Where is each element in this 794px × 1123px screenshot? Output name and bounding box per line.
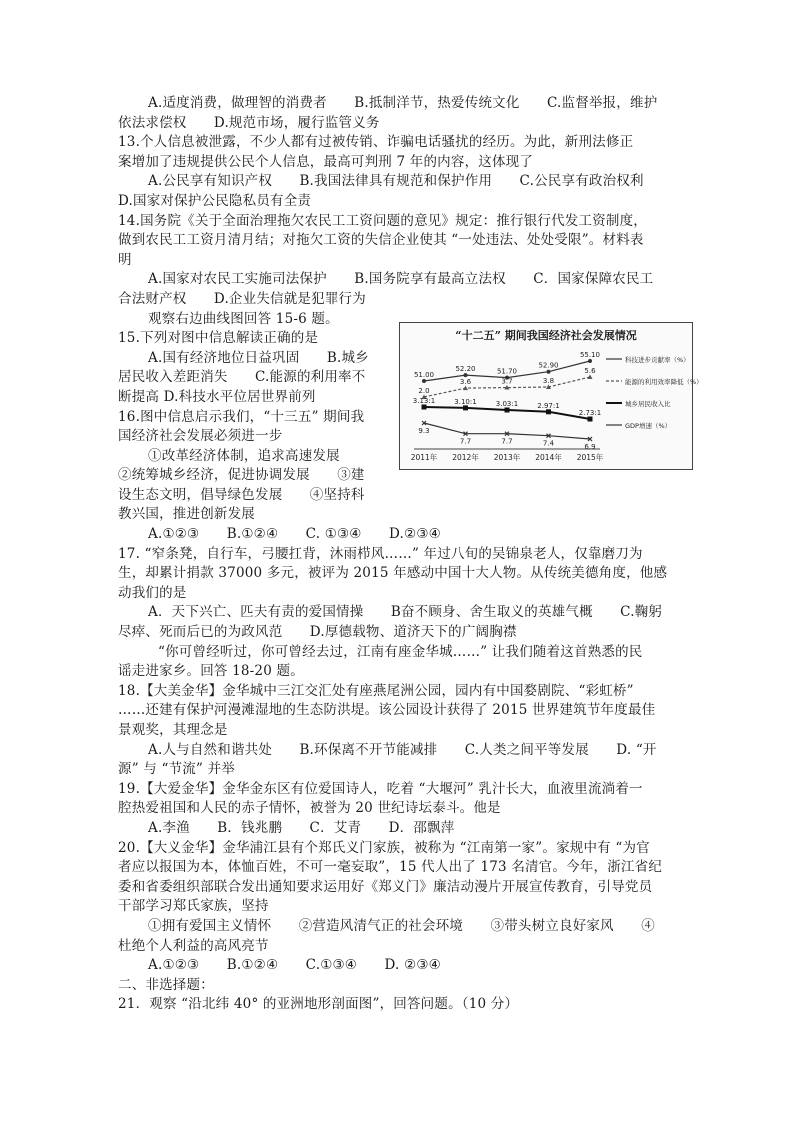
data-point (588, 375, 593, 380)
q19-stem-2: 腔热爱祖国和人民的赤子情怀，被誉为 20 世纪诗坛泰斗。他是 (118, 800, 501, 817)
q15-16-intro: 观察右边曲线图回答 15-6 题。 (148, 310, 339, 327)
q18-stem-3: 景观奖，其理念是 (118, 722, 228, 738)
chart-plot (400, 323, 703, 469)
x-tick-label: 2015年 (576, 453, 604, 462)
q20-stem-4: 干部学习郑氏家族，坚持 (118, 898, 269, 915)
data-point (422, 379, 426, 383)
q19-stem-1: 19.【大爱金华】金华金东区有位爱国诗人，吃着 “大堰河” 乳汁长大，血液里流淌着一 (118, 780, 643, 797)
q14-options-1: A.国家对农民工实施司法保护 B.国务院享有最高立法权 C．国家保障农民工 (148, 271, 654, 288)
q13-stem-1: 13.个人信息被泄露，不少人都有过被传销、诈骗电话骚扰的经历。为此，新刑法修正 (118, 134, 634, 151)
q18-stem-1: 18.【大美金华】金华城中三江交汇处有座燕尾洲公园，园内有中国婺剧院、“彩虹桥” (118, 682, 634, 699)
development-chart (399, 322, 703, 470)
legend-label: 科技进步贡献率（%） (625, 356, 690, 364)
q17-options-1: A．天下兴亡、匹夫有责的爱国情操 B奋不顾身、舍生取义的英雄气概 C.鞠躬 (148, 604, 663, 621)
q17-options-2: 尽瘁、死而后已的为政风范 D.厚德载物、道济天下的广阔胸襟 (118, 624, 517, 641)
data-label: 3.03:1 (495, 400, 519, 408)
data-label: 3.10:1 (454, 397, 477, 406)
data-point (505, 408, 510, 413)
data-label: 3.6 (459, 378, 472, 387)
q14-stem-1: 14.国务院《关于全面治理拖欠农民工工资问题的意见》规定：推行银行代发工资制度， (118, 212, 647, 229)
q18-20-intro-1: “你可曾经听过，你可曾经去过，江南有座金华城……” 让我们随着这首熟悉的民 (158, 643, 643, 660)
data-point (422, 405, 427, 410)
q18-stem-2: ……还建有保护河漫滩湿地的生态防洪堤。该公园设计获得了 2015 世界建筑节年度最佳 (118, 702, 656, 719)
q14-options-2: 合法财产权 D.企业失信就是犯罪行为 (118, 290, 366, 307)
q15-options-1: A.国有经济地位日益巩固 B.城乡 (148, 349, 369, 366)
data-label: 7.7 (459, 437, 472, 446)
q13-options-2: D.国家对保护公民隐私员有全责 (118, 192, 312, 209)
data-label: 55.10 (579, 351, 601, 359)
data-label: 2.73:1 (578, 409, 602, 417)
data-label: 52.90 (538, 361, 559, 370)
q16-stem-1: 16.图中信息启示我们，“十三五” 期间我 (118, 408, 365, 425)
q16-item-3: 设生态文明，倡导绿色发展 ④坚持科 (118, 486, 365, 503)
data-label: 3.7 (501, 377, 513, 386)
data-label: 2.97:1 (537, 401, 560, 410)
q21-stem: 21．观察 “沿北纬 40° 的亚洲地形剖面图”，回答问题。（10 分） (118, 996, 519, 1013)
chart-title: “十二五” 期间我国经济社会发展情况 (455, 329, 637, 342)
data-label: 3.13:1 (412, 397, 436, 405)
x-tick-label: 2014年 (535, 453, 562, 462)
q13-options-1: A.公民享有知识产权 B.我国法律具有规范和保护作用 C.公民享有政治权利 (148, 173, 644, 190)
section-two-heading: 二、非选择题： (118, 976, 214, 993)
x-tick-label: 2013年 (493, 453, 521, 462)
q17-stem-1: 17. “窄条凳，自行车，弓腰扛背，沐雨栉风……” 年过八旬的吴锦泉老人，仅靠磨刀为 (118, 545, 643, 562)
q20-stem-2: 者应以报国为本，体恤百姓，不可一毫妄取”，15 代人出了 173 名清官。今年，浙江省纪 (118, 859, 663, 876)
q13-stem-2: 案增加了违规提供公民个人信息，最高可判刑 7 年的内容，这体现了 (118, 153, 534, 170)
q18-options-2: 源” 与 “节流” 并举 (118, 761, 235, 778)
legend-label: 能源的利用效率降低（%） (625, 378, 703, 386)
question-page (118, 94, 678, 1015)
data-label: 7.4 (542, 439, 555, 448)
q20-stem-1: 20.【大义金华】金华浦江县有个郑氏义门家族，被称为 “江南第一家”。家规中有 “为官 (118, 839, 650, 856)
q15-options-2: 居民收入差距消失 C.能源的利用率不 (118, 369, 366, 386)
data-point (464, 373, 468, 377)
q16-stem-2: 国经济社会发展必须进一步 (118, 428, 283, 445)
x-tick-label: 2012年 (452, 453, 479, 462)
q17-stem-2: 生，却累计捐款 37000 多元，被评为 2015 年感动中国十大人物。从传统美德角度，他感 (118, 565, 668, 582)
legend-label: 城乡居民收入比 (625, 400, 671, 408)
q18-20-intro-2: 谣走进家乡。回答 18-20 题。 (118, 663, 304, 680)
data-point (588, 417, 593, 422)
q17-stem-3: 动我们的是 (118, 584, 187, 601)
q18-options-1: A.人与自然和谐共处 B.环保离不开节能减排 C.人类之间平等发展 D. “开 (148, 741, 657, 758)
data-point (546, 409, 551, 414)
data-label: 51.00 (413, 371, 435, 379)
q20-options: A.①②③ B.①②④ C.①③④ D. ②③④ (148, 957, 441, 974)
data-label: 5.6 (584, 367, 596, 375)
data-point (463, 386, 468, 391)
data-label: 2.0 (418, 387, 430, 395)
q15-stem: 15.下列对图中信息解读正确的是 (118, 330, 319, 347)
q16-item-1: ①改革经济体制，追求高速发展 (148, 447, 340, 464)
q16-options: A.①②③ B.①②④ C. ①③④ D.②③④ (148, 526, 441, 543)
q14-stem-2: 做到农民工工资月清月结；对拖欠工资的失信企业使其 “一处违法、处处受限”。材料表 (118, 232, 644, 249)
data-point (463, 405, 468, 410)
data-label: 3.8 (542, 377, 555, 385)
q20-items-1: ①拥有爱国主义情怀 ②营造风清气正的社会环境 ③带头树立良好家风 ④ (148, 917, 655, 934)
q16-item-2: ②统筹城乡经济，促进协调发展 ③建 (118, 467, 365, 484)
x-tick-label: 2011年 (410, 453, 438, 462)
data-point (588, 359, 592, 363)
data-label: 6.9 (584, 443, 596, 451)
data-label: 9.3 (418, 427, 430, 435)
q15-options-3: 断提高 D.科技水平位居世界前列 (118, 388, 316, 405)
q14-stem-3: 明 (118, 251, 132, 268)
data-label: 52.20 (455, 365, 476, 374)
q16-item-4: 教兴国，推进创新发展 (118, 506, 255, 523)
series-line (424, 423, 590, 439)
q12-options-line-1: A.适度消费，做理智的消费者 B.抵制洋节，热爱传统文化 C.监督举报，维护 (148, 95, 658, 111)
q12-options-line-2: 依法求偿权 D.规范市场，履行监管义务 (118, 114, 380, 131)
q20-items-2: 杜绝个人利益的高风亮节 (118, 937, 269, 954)
data-label: 51.70 (496, 367, 518, 376)
q19-options: A.李渔 B．钱兆鹏 C．艾青 D．邵飘萍 (148, 819, 455, 836)
data-point (547, 370, 551, 374)
data-label: 7.7 (501, 437, 513, 446)
legend-label: GDP增速（%） (625, 422, 672, 430)
q20-stem-3: 委和省委组织部联合发出通知要求运用好《郑义门》廉洁动漫片开展宣传教育，引导党员 (118, 878, 653, 895)
